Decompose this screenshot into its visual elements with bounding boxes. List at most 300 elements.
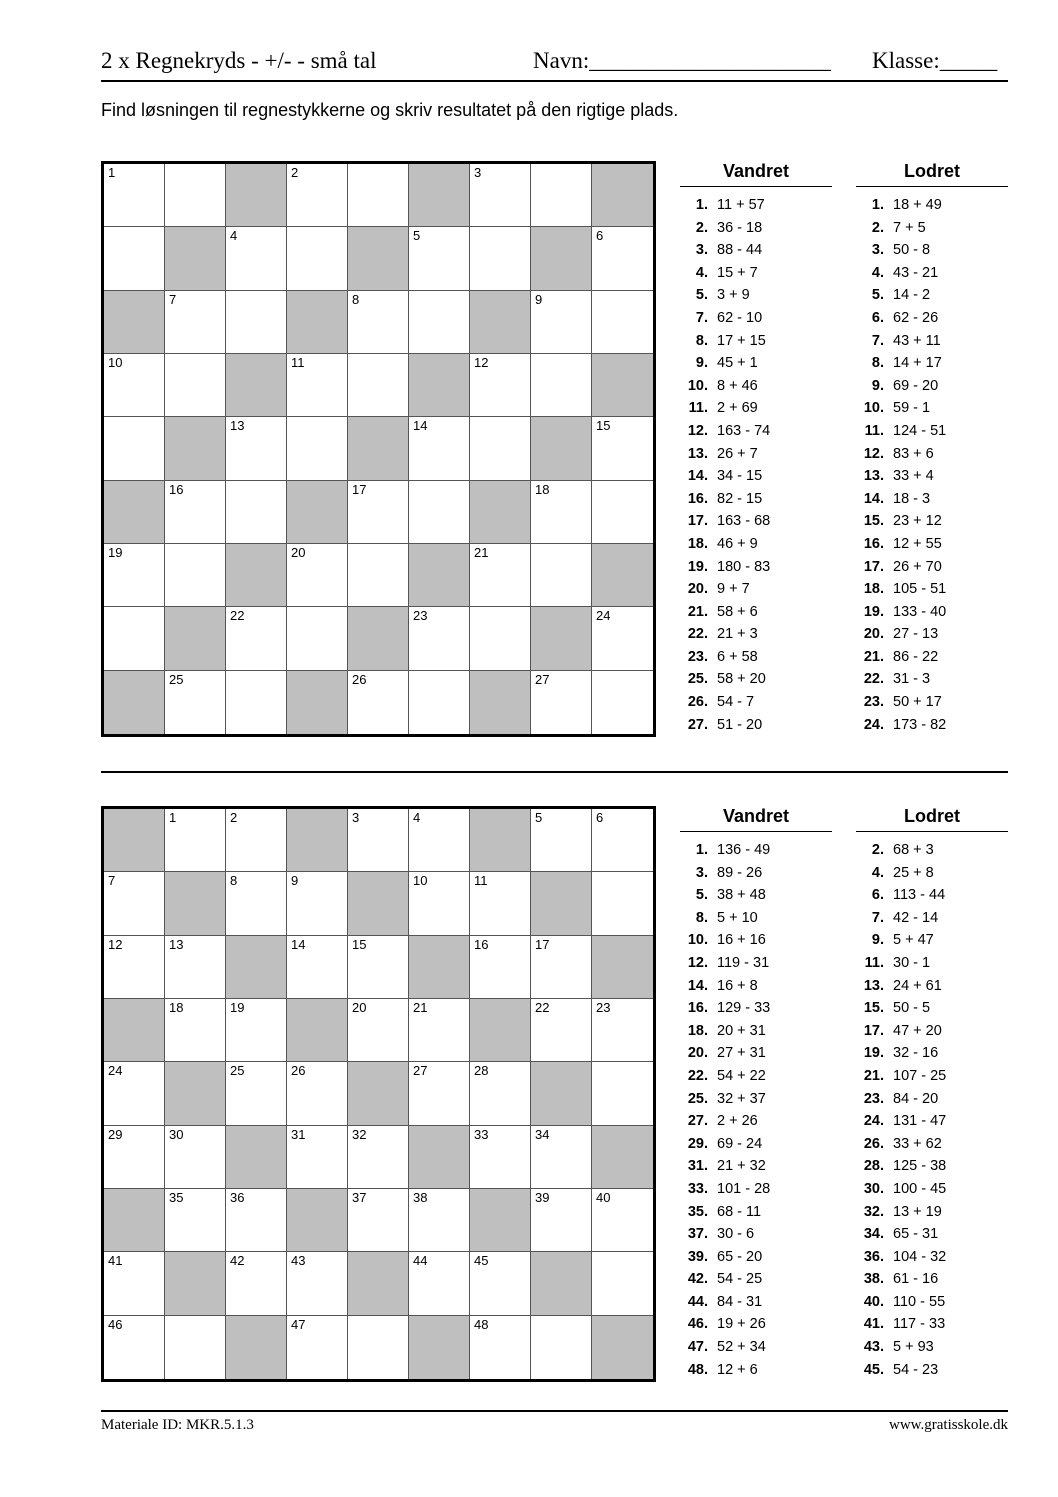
answer-cell[interactable] [287,544,348,607]
clue-expression: 5 + 93 [893,1339,934,1356]
down-clue [848,194,1000,217]
across-clue [672,217,824,240]
answer-cell[interactable] [104,872,165,935]
answer-cell[interactable] [287,1252,348,1315]
clue-number: 23. [863,694,884,711]
clue-number: 3. [871,242,884,259]
down-clue [848,1313,1000,1336]
across-clue [672,862,824,885]
answer-cell[interactable] [226,872,287,935]
answer-cell[interactable] [226,809,287,872]
block-cell [348,872,409,935]
answer-cell[interactable] [348,671,409,734]
answer-cell[interactable] [531,1189,592,1252]
clue-number: 10. [863,400,884,417]
cell-number: 3 [352,810,360,825]
answer-cell[interactable] [165,164,226,227]
clue-expression: 36 - 18 [717,219,763,236]
across-clue [672,194,824,217]
answer-cell[interactable] [348,936,409,999]
answer-cell[interactable] [348,291,409,354]
clue-expression: 24 + 61 [893,977,942,994]
answer-cell[interactable] [104,1126,165,1189]
answer-cell[interactable] [409,872,470,935]
cell-number: 12 [474,354,489,370]
clue-number: 11. [864,422,884,439]
answer-cell[interactable] [348,354,409,417]
clue-number: 27. [687,716,708,733]
clue-expression: 8 + 46 [717,377,758,394]
clue-number: 14. [687,468,708,485]
answer-cell[interactable] [470,417,531,480]
cell-number: 1 [169,810,177,825]
answer-cell[interactable] [531,999,592,1062]
block-cell [226,164,287,227]
across-title-2: Vandret [680,806,832,832]
clue-number: 24. [863,1113,884,1130]
clue-expression: 50 - 5 [893,1000,931,1017]
answer-cell[interactable] [104,1062,165,1125]
answer-cell[interactable] [104,164,165,227]
clue-number: 26. [863,1135,884,1152]
clue-expression: 43 - 21 [893,264,939,281]
cell-number: 7 [108,873,116,889]
answer-cell[interactable] [287,227,348,290]
block-cell [592,164,653,227]
block-cell [287,1189,348,1252]
cell-number: 11 [291,354,305,370]
down-clues-2 [848,839,1000,1381]
answer-cell[interactable] [470,544,531,607]
cell-number: 20 [291,544,306,560]
class-field[interactable]: Klasse:_____ [872,48,998,73]
cell-number: 23 [413,608,428,624]
answer-cell[interactable] [165,671,226,734]
answer-cell[interactable] [592,671,653,734]
answer-cell[interactable] [531,354,592,417]
answer-cell[interactable] [470,1252,531,1315]
answer-cell[interactable] [287,1062,348,1125]
across-clue [672,1336,824,1359]
answer-cell[interactable] [531,544,592,607]
across-clue [672,262,824,285]
cell-number: 42 [230,1253,245,1269]
answer-cell[interactable] [531,164,592,227]
clue-expression: 12 + 55 [893,535,942,552]
across-clue [672,1155,824,1178]
cell-number: 6 [596,228,604,244]
block-cell [348,607,409,670]
answer-cell[interactable] [409,671,470,734]
answer-cell[interactable] [531,481,592,544]
clue-number: 14. [863,490,884,507]
answer-cell[interactable] [104,227,165,290]
cell-number: 17 [535,936,550,952]
answer-cell[interactable] [592,1189,653,1252]
down-clue [848,1133,1000,1156]
across-clue [672,1020,824,1043]
across-clue [672,997,824,1020]
clue-expression: 125 - 38 [893,1158,947,1175]
across-clue [672,952,824,975]
answer-cell[interactable] [348,544,409,607]
block-cell [409,936,470,999]
answer-cell[interactable] [287,872,348,935]
answer-cell[interactable] [165,1316,226,1379]
answer-cell[interactable] [104,607,165,670]
answer-cell[interactable] [409,1252,470,1315]
answer-cell[interactable] [226,607,287,670]
clue-number: 48. [687,1361,708,1378]
down-clue [848,510,1000,533]
cell-number: 7 [169,291,177,307]
cell-number: 43 [291,1253,306,1269]
clue-expression: 20 + 31 [717,1022,766,1039]
answer-cell[interactable] [104,354,165,417]
clue-expression: 25 + 8 [893,864,934,881]
answer-cell[interactable] [226,1189,287,1252]
clue-expression: 14 + 17 [893,355,942,372]
cell-number: 22 [535,999,550,1015]
cell-number: 37 [352,1189,367,1205]
answer-cell[interactable] [104,936,165,999]
across-clue [672,1223,824,1246]
clue-number: 40. [863,1293,884,1310]
clue-expression: 27 + 31 [717,1045,766,1062]
clue-number: 7. [695,309,708,326]
clue-number: 26. [687,694,708,711]
answer-cell[interactable] [470,607,531,670]
down-clue [848,307,1000,330]
down-clue [848,1201,1000,1224]
across-clue [672,465,824,488]
across-clue [672,1110,824,1133]
answer-cell[interactable] [287,1126,348,1189]
answer-cell[interactable] [592,481,653,544]
answer-cell[interactable] [226,671,287,734]
across-clue [672,691,824,714]
website-link[interactable]: www.gratisskole.dk [888,1417,1008,1433]
answer-cell[interactable] [470,164,531,227]
clue-expression: 84 - 20 [893,1090,939,1107]
clue-expression: 15 + 7 [717,264,758,281]
clue-number: 13. [863,468,884,485]
across-clue [672,1313,824,1336]
answer-cell[interactable] [226,1062,287,1125]
answer-cell[interactable] [165,354,226,417]
across-clue [672,307,824,330]
across-clue [672,668,824,691]
cell-number: 4 [230,228,238,244]
cell-number: 8 [230,873,238,889]
instruction-text: Find løsningen til regnestykkerne og skriv resultatet på den rigtige plads. [101,100,679,120]
material-id: Materiale ID: MKR.5.1.3 [101,1417,254,1433]
answer-cell[interactable] [165,1126,226,1189]
clue-expression: 21 + 3 [717,626,758,643]
block-cell [592,1316,653,1379]
clue-expression: 113 - 44 [893,887,946,904]
clue-expression: 33 + 4 [893,468,934,485]
answer-cell[interactable] [409,1189,470,1252]
answer-cell[interactable] [470,354,531,417]
clue-number: 22. [687,626,708,643]
clue-expression: 34 - 15 [717,468,763,485]
answer-cell[interactable] [226,999,287,1062]
clue-number: 15. [863,1000,884,1017]
across-clue [672,1042,824,1065]
down-clue [848,997,1000,1020]
down-clue [848,443,1000,466]
block-cell [226,1126,287,1189]
clue-expression: 119 - 31 [717,954,770,971]
across-clue [672,239,824,262]
across-clue [672,578,824,601]
crossword-grid-1 [101,161,656,737]
answer-cell[interactable] [226,1252,287,1315]
clue-number: 27. [687,1113,708,1130]
clue-number: 19. [687,558,708,575]
clue-expression: 131 - 47 [893,1113,947,1130]
clue-number: 17. [863,558,884,575]
answer-cell[interactable] [531,936,592,999]
answer-cell[interactable] [165,291,226,354]
answer-cell[interactable] [470,936,531,999]
clue-expression: 30 - 1 [893,954,931,971]
clue-expression: 52 + 34 [717,1339,766,1356]
answer-cell[interactable] [104,1252,165,1315]
clue-number: 16. [687,490,708,507]
answer-cell[interactable] [531,1316,592,1379]
clue-number: 16. [687,1000,708,1017]
answer-cell[interactable] [287,936,348,999]
clue-number: 9. [695,355,708,372]
block-cell [348,1252,409,1315]
cell-number: 47 [291,1316,306,1332]
clue-number: 20. [687,1045,708,1062]
crossword-grid-2 [101,806,656,1382]
clue-expression: 18 + 49 [893,197,942,213]
block-cell [104,809,165,872]
answer-cell[interactable] [287,354,348,417]
clue-number: 30. [863,1180,884,1197]
clue-expression: 58 + 20 [717,671,766,688]
down-clue [848,420,1000,443]
cell-number: 11 [474,873,488,889]
cell-number: 28 [474,1063,489,1079]
answer-cell[interactable] [165,544,226,607]
clue-expression: 43 + 11 [893,332,941,349]
clue-number: 44. [687,1293,708,1310]
clue-number: 7. [871,332,884,349]
clue-number: 24. [863,716,884,733]
answer-cell[interactable] [592,607,653,670]
clue-expression: 110 - 55 [893,1293,946,1310]
block-cell [165,1252,226,1315]
clue-expression: 68 - 11 [717,1203,762,1220]
answer-cell[interactable] [531,1126,592,1189]
clue-expression: 62 - 10 [717,309,763,326]
block-cell [470,481,531,544]
answer-cell[interactable] [592,999,653,1062]
answer-cell[interactable] [592,1252,653,1315]
answer-cell[interactable] [287,607,348,670]
down-clue [848,1065,1000,1088]
across-clue [672,714,824,737]
block-cell [531,872,592,935]
answer-cell[interactable] [409,417,470,480]
clue-number: 28. [863,1158,884,1175]
block-cell [104,481,165,544]
answer-cell[interactable] [592,417,653,480]
block-cell [409,1126,470,1189]
answer-cell[interactable] [470,227,531,290]
clue-expression: 17 + 15 [717,332,766,349]
clue-number: 16. [863,535,884,552]
down-clue [848,488,1000,511]
cell-number: 27 [535,671,550,687]
answer-cell[interactable] [226,417,287,480]
down-clue [848,691,1000,714]
answer-cell[interactable] [348,809,409,872]
clue-number: 13. [687,445,708,462]
answer-cell[interactable] [226,481,287,544]
answer-cell[interactable] [592,227,653,290]
answer-cell[interactable] [104,544,165,607]
block-cell [592,1126,653,1189]
across-clue [672,1246,824,1269]
clue-number: 39. [687,1248,708,1265]
cell-number: 6 [596,810,604,825]
answer-cell[interactable] [592,1062,653,1125]
clue-expression: 54 + 22 [717,1067,766,1084]
clue-number: 2. [871,842,884,858]
cell-number: 21 [413,999,428,1015]
clue-expression: 129 - 33 [717,1000,771,1017]
clue-expression: 26 + 7 [717,445,758,462]
down-clue [848,1336,1000,1359]
answer-cell[interactable] [165,936,226,999]
down-clue [848,929,1000,952]
across-clue [672,330,824,353]
clue-number: 13. [863,977,884,994]
answer-cell[interactable] [348,481,409,544]
cell-number: 33 [474,1126,489,1142]
answer-cell[interactable] [531,671,592,734]
answer-cell[interactable] [104,1316,165,1379]
answer-cell[interactable] [470,1316,531,1379]
clue-number: 18. [863,581,884,598]
answer-cell[interactable] [409,1062,470,1125]
clue-number: 23. [863,1090,884,1107]
answer-cell[interactable] [287,1316,348,1379]
block-cell [165,417,226,480]
block-cell [470,809,531,872]
down-clue [848,375,1000,398]
clue-expression: 46 + 9 [717,535,758,552]
answer-cell[interactable] [226,291,287,354]
answer-cell[interactable] [165,481,226,544]
clue-expression: 16 + 8 [717,977,758,994]
clue-number: 23. [687,648,708,665]
answer-cell[interactable] [409,227,470,290]
down-clue [848,623,1000,646]
answer-cell[interactable] [470,872,531,935]
clue-expression: 51 - 20 [717,716,763,733]
cell-number: 12 [108,936,123,952]
answer-cell[interactable] [531,291,592,354]
answer-cell[interactable] [226,227,287,290]
answer-cell[interactable] [409,809,470,872]
cell-number: 13 [169,936,184,952]
answer-cell[interactable] [531,809,592,872]
section-divider [101,771,1008,773]
block-cell [409,164,470,227]
down-clue [848,907,1000,930]
across-clue [672,510,824,533]
cell-number: 4 [413,810,421,825]
cell-number: 24 [596,608,611,624]
cell-number: 22 [230,608,245,624]
clue-number: 9. [871,932,884,949]
answer-cell[interactable] [287,164,348,227]
clue-expression: 47 + 20 [893,1022,942,1039]
cell-number: 38 [413,1189,428,1205]
answer-cell[interactable] [348,164,409,227]
block-cell [287,481,348,544]
block-cell [165,1062,226,1125]
answer-cell[interactable] [592,809,653,872]
clue-expression: 50 + 17 [893,694,942,711]
clue-expression: 9 + 7 [717,581,750,598]
answer-cell[interactable] [592,291,653,354]
answer-cell[interactable] [409,291,470,354]
answer-cell[interactable] [348,1126,409,1189]
clue-expression: 54 - 25 [717,1271,763,1288]
block-cell [287,999,348,1062]
across-clue [672,1133,824,1156]
cell-number: 16 [169,481,184,497]
answer-cell[interactable] [287,417,348,480]
answer-cell[interactable] [470,1062,531,1125]
answer-cell[interactable] [348,1189,409,1252]
clue-number: 1. [695,197,708,213]
cell-number: 2 [291,165,299,180]
answer-cell[interactable] [348,999,409,1062]
cell-number: 5 [413,228,421,244]
answer-cell[interactable] [165,1189,226,1252]
clue-number: 17. [863,1022,884,1039]
answer-cell[interactable] [409,999,470,1062]
answer-cell[interactable] [165,999,226,1062]
answer-cell[interactable] [470,1126,531,1189]
clue-number: 12. [863,445,884,462]
cell-number: 13 [230,418,245,434]
answer-cell[interactable] [104,417,165,480]
answer-cell[interactable] [592,872,653,935]
clue-expression: 163 - 74 [717,422,771,439]
answer-cell[interactable] [165,809,226,872]
block-cell [348,227,409,290]
cell-number: 10 [108,354,123,370]
answer-cell[interactable] [409,481,470,544]
down-clue [848,1268,1000,1291]
across-clue [672,443,824,466]
block-cell [531,607,592,670]
clue-expression: 84 - 31 [717,1293,763,1310]
name-field[interactable]: Navn:_____________________ [533,48,831,73]
answer-cell[interactable] [409,607,470,670]
answer-cell[interactable] [348,1316,409,1379]
